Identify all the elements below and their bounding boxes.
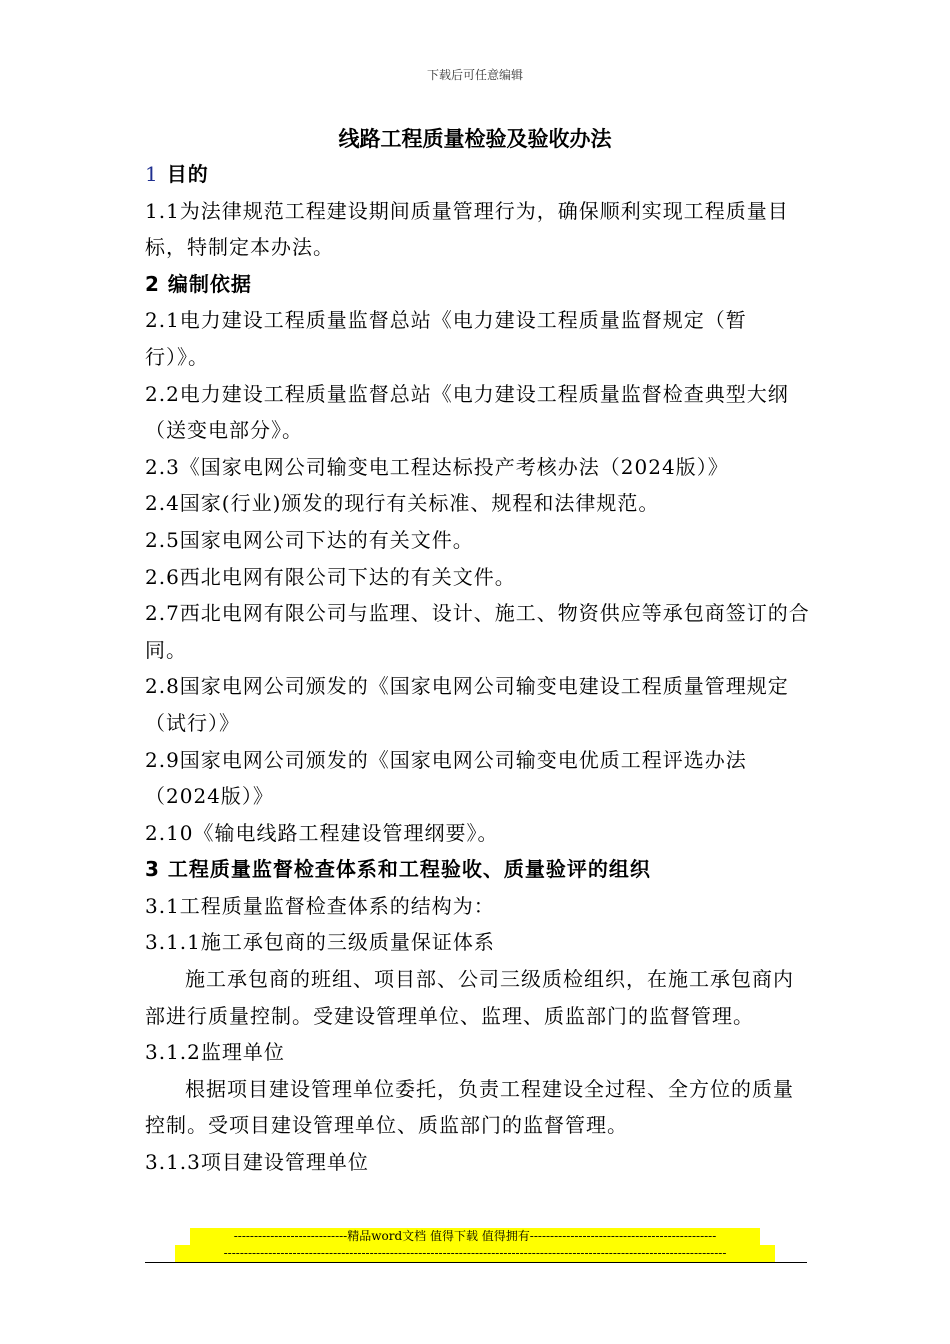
document-title: 线路工程质量检验及验收办法 — [338, 127, 612, 151]
section-2-heading: 2 编制依据 — [145, 271, 252, 296]
section-1-title: 目的 — [166, 162, 209, 186]
paragraph-2-6: 2.6西北电网有限公司下达的有关文件。 — [145, 564, 516, 589]
paragraph-3-1: 3.1工程质量监督检查体系的结构为： — [145, 893, 495, 918]
paragraph-3-1-2-body: 根据项目建设管理单位委托，负责工程建设全过程、全方位的质量控制。受项目建设管理单位、质监部门的监督管理。 — [145, 1076, 794, 1138]
section-1-number: 1 — [145, 162, 159, 186]
paragraph-3-1-3: 3.1.3项目建设管理单位 — [145, 1150, 369, 1175]
paragraph-3-1-1: 3.1.1施工承包商的三级质量保证体系 — [145, 930, 495, 955]
paragraph-2-8: 2.8国家电网公司颁发的《国家电网公司输变电建设工程质量管理规定（试行）》 — [145, 674, 789, 735]
footer-divider — [145, 1262, 807, 1263]
paragraph-2-5: 2.5国家电网公司下达的有关文件。 — [145, 527, 474, 552]
document-body — [145, 156, 810, 1181]
footer-banner-line-2: ---------------------------------------------------------------------------------------------------------------------------- — [175, 1245, 775, 1262]
paragraph-2-3: 2.3《国家电网公司输变电工程达标投产考核办法（2024版）》 — [145, 454, 729, 479]
header-note: 下载后可任意编辑 — [426, 68, 523, 82]
paragraph-2-1: 2.1电力建设工程质量监督总站《电力建设工程质量监督规定（暂行）》。 — [145, 308, 747, 369]
paragraph-3-1-1-body: 施工承包商的班组、项目部、公司三级质检组织，在施工承包商内部进行质量控制。受建设管理单位、监理、质监部门的监督管理。 — [145, 967, 794, 1028]
paragraph-2-2: 2.2电力建设工程质量监督总站《电力建设工程质量监督检查典型大纲（送变电部分》。 — [145, 381, 789, 443]
footer-banner-line-1: ----------------------------精品word文档 值得下载 值得拥有---------------------------------------------- — [190, 1228, 760, 1245]
paragraph-3-1-2: 3.1.2监理单位 — [145, 1040, 285, 1065]
paragraph-2-9: 2.9国家电网公司颁发的《国家电网公司输变电优质工程评选办法（2024版）》 — [145, 747, 747, 809]
section-3-heading: 3 工程质量监督检查体系和工程验收、质量验评的组织 — [145, 857, 651, 882]
paragraph-2-10: 2.10《输电线路工程建设管理纲要》。 — [145, 820, 499, 845]
section-1-heading — [145, 156, 810, 193]
paragraph-1-1: 1.1为法律规范工程建设期间质量管理行为，确保顺利实现工程质量目标，特制定本办法。 — [145, 198, 789, 260]
paragraph-2-7: 2.7西北电网有限公司与监理、设计、施工、物资供应等承包商签订的合同。 — [145, 601, 810, 662]
paragraph-2-4: 2.4国家(行业)颁发的现行有关标准、规程和法律规范。 — [145, 491, 660, 516]
